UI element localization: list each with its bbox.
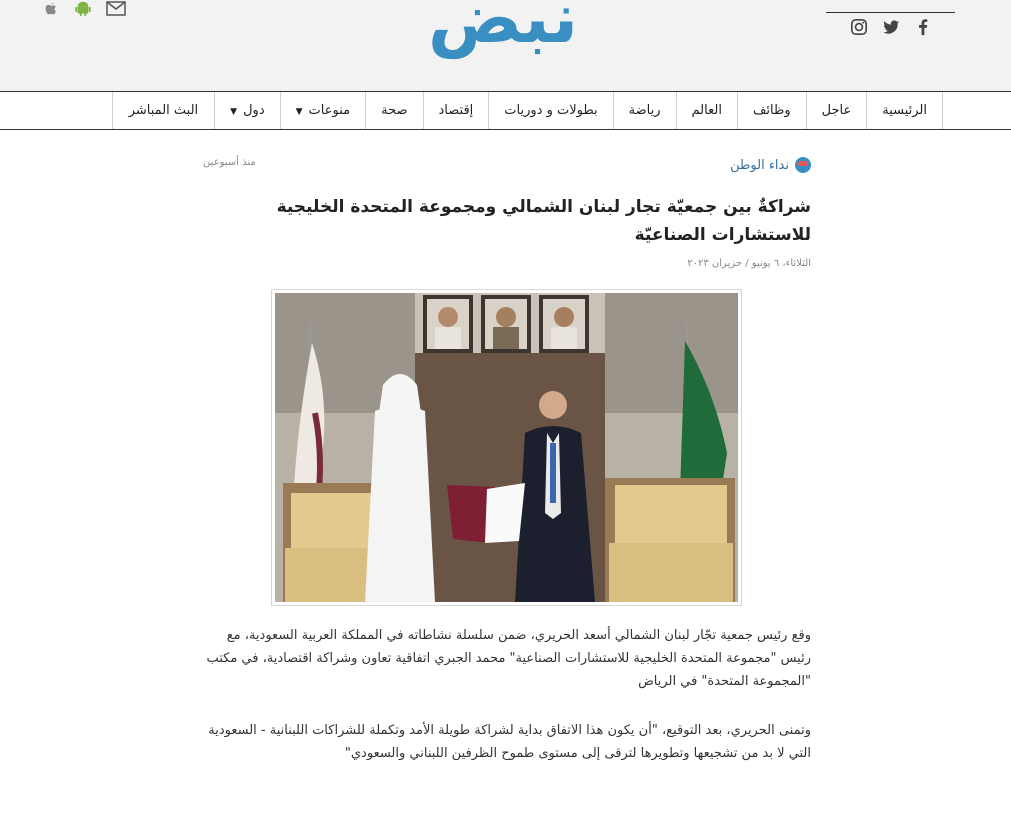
source-name[interactable]: نداء الوطن	[730, 157, 789, 173]
article-photo	[275, 293, 738, 602]
nav-item-countries-dropdown[interactable]	[215, 92, 280, 129]
article-paragraph: وتمنى الحريري، بعد التوقيع، "أن يكون هذا الاتفاق بداية لشراكة طويلة الأمد وتكملة للشراكات اللبنانية - السعودية التي لا بد من تشجيعها وتطويرها لترقى إلى مستوى طموح الظرفين اللبناني والسعودي"	[208, 723, 811, 761]
android-icon[interactable]	[74, 0, 94, 20]
nav-item-breaking[interactable]: عاجل	[807, 92, 868, 129]
apple-icon[interactable]	[42, 0, 62, 20]
instagram-icon[interactable]	[850, 18, 870, 38]
nav-item-home[interactable]: الرئيسية	[867, 92, 943, 129]
twitter-icon[interactable]	[882, 18, 902, 38]
header-divider	[826, 12, 955, 13]
social-links	[850, 18, 934, 38]
caret-down-icon: ▼	[230, 107, 238, 117]
nav-item-countries-label: دول	[243, 103, 265, 118]
envelope-icon[interactable]	[106, 0, 126, 20]
source-logo-icon	[795, 157, 811, 173]
site-logo[interactable]: نبض	[427, 0, 579, 59]
nav-list	[112, 92, 943, 129]
article-source[interactable]	[700, 155, 811, 175]
nav-item-economy[interactable]: إقتصاد	[424, 92, 490, 129]
article-paragraph: وقع رئيس جمعية تجّار لبنان الشمالي أسعد الحريري، ضمن سلسلة نشاطاته في المملكة العربية السعودية، مع رئيس "مجموعة المتحدة الخليجية للاستشارات الصناعية" محمد الجبري اتفاقية تعاون وشراكة اقتصادية، في مكتب "المجموعة المتحدة" في الرياض	[206, 628, 811, 689]
nav-item-misc-dropdown[interactable]	[281, 92, 366, 129]
nav-item-jobs[interactable]: وظائف	[738, 92, 807, 129]
article-image	[271, 289, 742, 606]
caret-down-icon: ▼	[295, 107, 303, 117]
nav-item-misc-label: منوعات	[308, 103, 351, 118]
nav-item-sports[interactable]: رياضة	[614, 92, 677, 129]
nav-item-world[interactable]: العالم	[677, 92, 738, 129]
nav-item-live-broadcast[interactable]: البث المباشر	[113, 92, 215, 129]
main-navigation	[0, 91, 1011, 130]
time-ago: منذ أسبوعين	[203, 157, 256, 168]
nav-item-leagues[interactable]: بطولات و دوريات	[489, 92, 613, 129]
nav-item-health[interactable]: صحة	[366, 92, 423, 129]
app-links	[42, 0, 126, 20]
facebook-icon[interactable]	[914, 18, 934, 38]
article-title: شراكةٌ بين جمعيّة تجار لبنان الشمالي ومجموعة المتحدة الخليجية للاستشارات الصناعيّة	[276, 197, 811, 245]
article-date: الثلاثاء، ٦ يونيو / حزيران ٢٠٢٣	[687, 258, 811, 269]
site-header	[0, 0, 1011, 91]
